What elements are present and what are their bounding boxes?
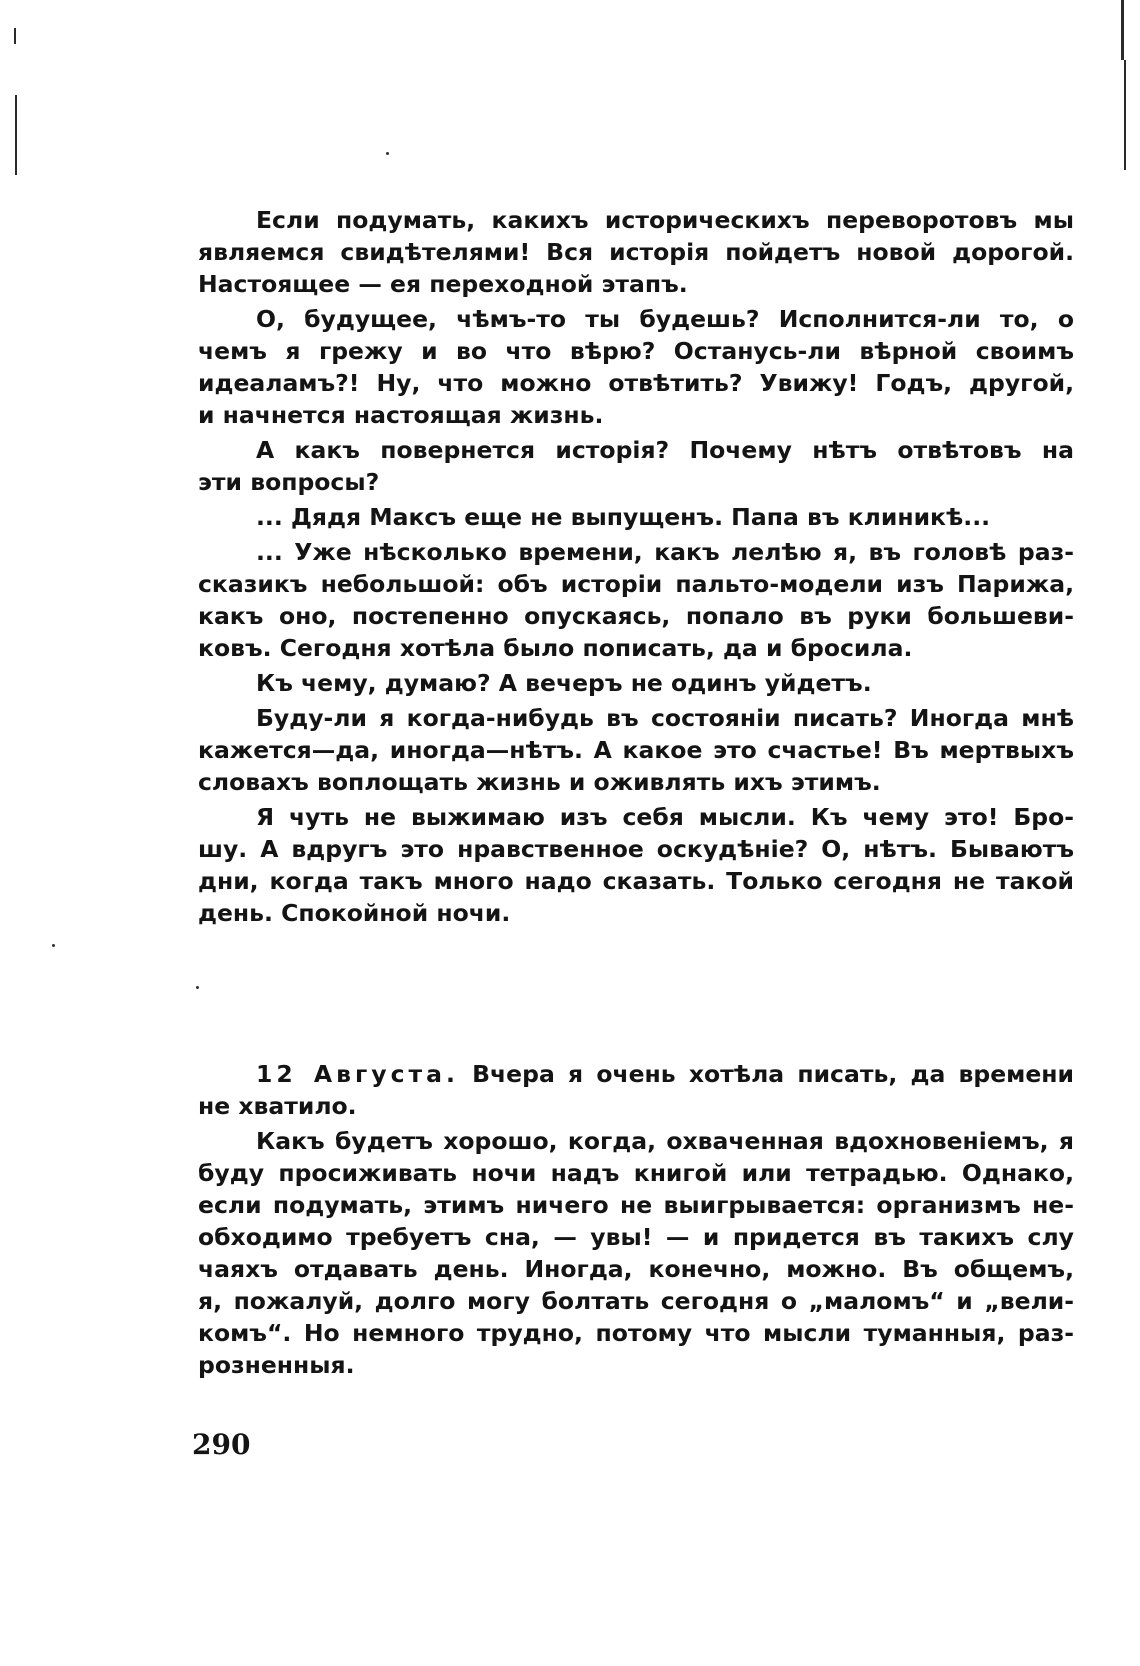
text-line: эти вопросы?	[198, 468, 380, 496]
text-line: А какъ повернется исторія? Почему нѣтъ отвѣтовъ на	[256, 436, 1074, 464]
paragraph	[198, 801, 1074, 929]
text-line: кажется—да, иногда—нѣтъ. А какое это счастье! Въ мертвыхъ	[198, 736, 1074, 764]
entry-date: 12 Августа.	[256, 1060, 459, 1088]
text-line: обходимо требуетъ сна, — увы! — и придется въ такихъ слу	[198, 1223, 1074, 1251]
entry-2-first-line-text: Вчера я очень хотѣла писать, да времени	[472, 1060, 1075, 1088]
text-line: и начнется настоящая жизнь.	[198, 401, 604, 429]
text-line: чемъ я грежу и во что вѣрю? Останусь-ли вѣрной своимъ	[198, 337, 1074, 365]
entry-2-paragraphs	[198, 1125, 1074, 1381]
paragraph	[198, 702, 1074, 798]
text-line: ковъ. Сегодня хотѣла было пописать, да и бросила.	[198, 634, 913, 662]
paragraph	[198, 434, 1074, 498]
scan-edge-mark	[14, 28, 16, 44]
paragraph	[198, 303, 1074, 431]
text-line: Настоящее — ея переходной этапъ.	[198, 270, 688, 298]
paragraph	[198, 536, 1074, 664]
text-line: ... Уже нѣсколько времени, какъ лелѣю я, въ головѣ раз-	[256, 538, 1074, 566]
text-line: являемся свидѣтелями! Вся исторія пойдетъ новой дорогой.	[198, 238, 1074, 266]
paragraph	[198, 501, 1074, 533]
text-line: дни, когда такъ много надо сказать. Только сегодня не такой	[198, 867, 1074, 895]
diary-entry-2	[198, 1058, 1074, 1384]
scan-speck	[52, 944, 55, 947]
scan-edge-mark	[1124, 60, 1126, 170]
paragraph	[198, 204, 1074, 300]
scan-speck	[386, 152, 389, 155]
text-line: розненныя.	[198, 1351, 355, 1379]
text-line: Если подумать, какихъ историческихъ переворотовъ мы	[256, 206, 1074, 234]
scan-edge-mark	[1121, 0, 1124, 60]
text-line: комъ“. Но немного трудно, потому что мысли туманныя, раз-	[198, 1319, 1074, 1347]
scan-edge-mark	[15, 95, 17, 175]
entry-2-second-line: не хватило.	[198, 1092, 357, 1120]
text-line: шу. А вдругъ это нравственное оскудѣніе? О, нѣтъ. Бываютъ	[198, 835, 1074, 863]
text-line: ... Дядя Максъ еще не выпущенъ. Папа въ клиникѣ...	[256, 503, 991, 531]
text-line: словахъ воплощать жизнь и оживлять ихъ этимъ.	[198, 768, 881, 796]
text-line: чаяхъ отдавать день. Иногда, конечно, можно. Въ общемъ,	[198, 1255, 1074, 1283]
text-line: я, пожалуй, долго могу болтать сегодня о „маломъ“ и „вели-	[198, 1287, 1074, 1315]
text-line: Буду-ли я когда-нибудь въ состояніи писать? Иногда мнѣ	[256, 704, 1074, 732]
text-line: Какъ будетъ хорошо, когда, охваченная вдохновеніемъ, я	[256, 1127, 1074, 1155]
entry-2-first-line	[198, 1058, 1074, 1090]
text-line: Я чуть не выжимаю изъ себя мысли. Къ чему это! Бро-	[256, 803, 1074, 831]
paragraph	[198, 667, 1074, 699]
text-line: день. Спокойной ночи.	[198, 899, 511, 927]
text-line: Къ чему, думаю? А вечеръ не одинъ уйдетъ.	[256, 669, 872, 697]
page-number: 290	[192, 1428, 251, 1461]
diary-entry-1	[198, 204, 1074, 932]
text-line: какъ оно, постепенно опускаясь, попало въ руки большеви-	[198, 602, 1074, 630]
text-line: сказикъ небольшой: объ исторіи пальто-модели изъ Парижа,	[198, 570, 1074, 598]
text-line: идеаламъ?! Ну, что можно отвѣтить? Увижу! Годъ, другой,	[198, 369, 1074, 397]
text-line: О, будущее, чѣмъ-то ты будешь? Исполнится-ли то, о	[256, 305, 1074, 333]
text-line: буду просиживать ночи надъ книгой или тетрадью. Однако,	[198, 1159, 1074, 1187]
scan-speck	[196, 986, 199, 989]
entry-2-dated-paragraph	[198, 1058, 1074, 1122]
paragraph	[198, 1125, 1074, 1381]
text-line: если подумать, этимъ ничего не выигрывается: организмъ не-	[198, 1191, 1074, 1219]
